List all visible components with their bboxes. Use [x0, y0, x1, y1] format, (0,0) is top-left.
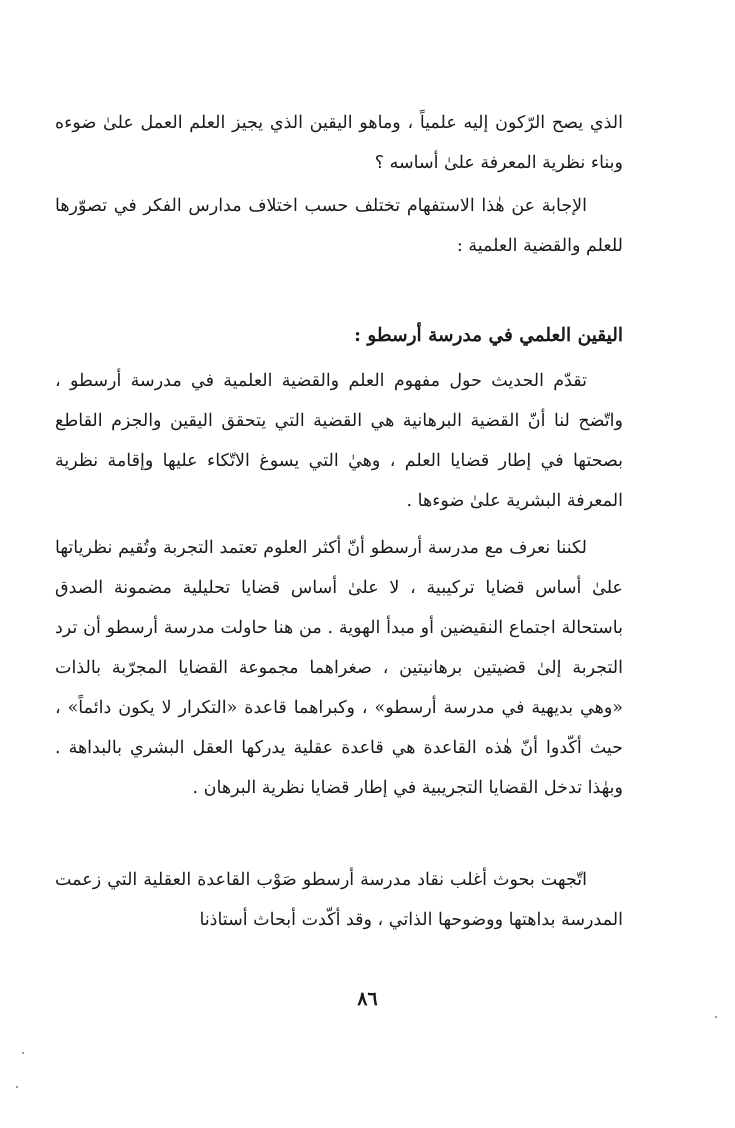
scan-speck — [16, 1086, 18, 1088]
paragraph-experiment: لكننا نعرف مع مدرسة أرسطو أنّ أكثر العلوم تعتمد التجربة وتُقيم نظرياتها علىٰ أساس قضايا تركيبية ، لا علىٰ أساس قضايا تحليلية مضمونة الصدق باستحالة اجتماع النقيضين أو مبدأ الهوية . من هنا حاولت مدرسة أرسطو أن ترد التجربة إلىٰ قضيتين برهانيتين ، صغراهما مجموعة القضايا المجرّبة بالذات «وهي بديهية في مدرسة أرسطو» ، وكبراهما قاعدة «التكرار لا يكون دائماً» ، حيث أكّدوا أنّ هٰذه القاعدة هي قاعدة عقلية يدركها العقل البشري بالبداهة . وبهٰذا تدخل القضايا التجريبية في إطار قضايا نظرية البرهان . — [55, 538, 623, 798]
page-number: ٨٦ — [357, 988, 378, 1010]
paragraph-continuation: الذي يصح الرّكون إليه علمياً ، وماهو اليقين الذي يجيز العلم العمل علىٰ ضوءه وبناء نظرية المعرفة علىٰ أساسه ؟ — [55, 113, 623, 173]
paragraph-critics: اتّجهت بحوث أغلب نقاد مدرسة أرسطو صَوْب القاعدة العقلية التي زعمت المدرسة بداهتها ووضوحها الذاتي ، وقد أكّدت أبحاث أستاذنا — [55, 870, 623, 930]
paragraph-answer-intro: الإجابة عن هٰذا الاستفهام تختلف حسب اختلاف مدارس الفكر في تصوّرها للعلم والقضية العلمية : — [55, 196, 623, 256]
scan-speck — [22, 1052, 24, 1054]
paragraph-aristotle-certainty: تقدّم الحديث حول مفهوم العلم والقضية العلمية في مدرسة أرسطو ، واتّضح لنا أنّ القضية البرهانية هي القضية التي يتحقق اليقين والجزم القاطع بصحتها في إطار قضايا العلم ، وهيٰ التي يسوغ الاتّكاء عليها وإقامة نظرية المعرفة البشرية علىٰ ضوءها . — [55, 371, 623, 511]
section-heading: اليقين العلمي في مدرسة أرسطو : — [354, 325, 623, 346]
scan-speck — [715, 1016, 717, 1018]
